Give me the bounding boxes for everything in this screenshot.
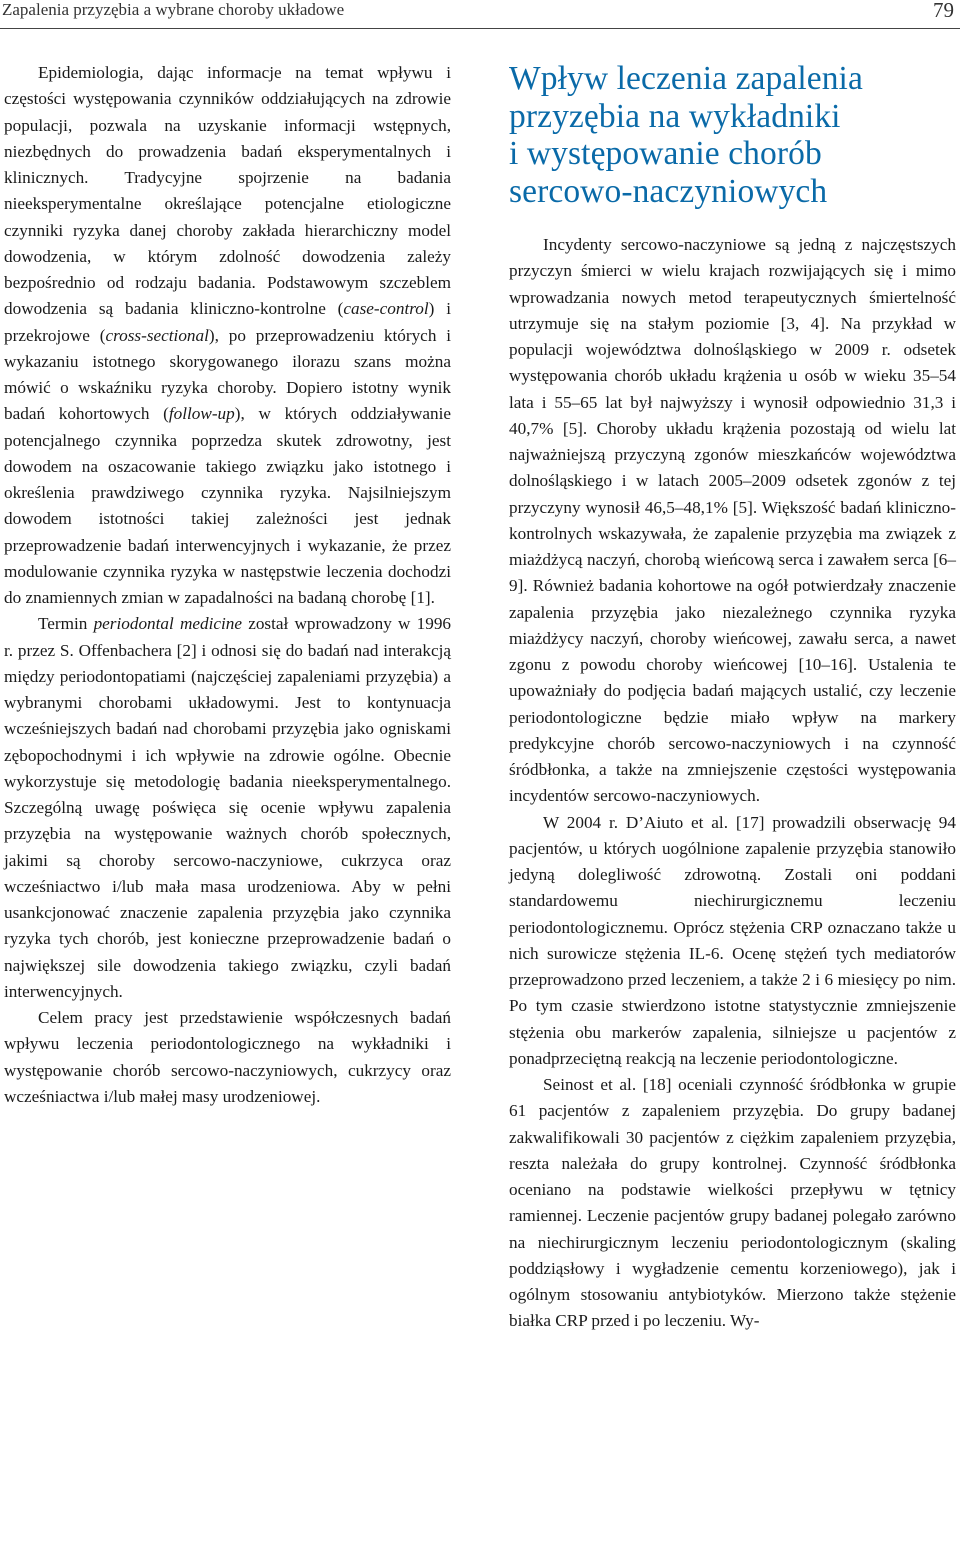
term-case-control: case-control	[343, 299, 429, 319]
right-paragraph-3: Seinost et al. [18] oceniali czynność śródbłonka w grupie 61 pacjentów z zapaleniem przyzębia. Do grupy badanej zakwalifikowali 30 pacjentów z ciężkim zapaleniem przyzębia, reszta należała do grupy kontrolnej. Czynność śródbłonka oceniano na podstawie wielkości przepływu w tętnicy ramiennej. Leczenie pacjentów grupy badanej polegało zarówno na niechirurgicznym leczeniu periodontologicznym (skaling poddziąsłowy i wygładzenie cementu korzeniowego), jak i ogólnym stosowaniu antybiotyków. Mierzono także stężenie białka CRP przed i po leczeniu. Wy-	[509, 1075, 956, 1331]
text-run: ), w których oddziaływanie potencjalnego czynnika poprzedza skutek zdrowotny, jest dowodem na oszacowanie takiego związku jako istotnego i określenia prawdziwego czynnika ryzyka. Najsilniejszym dowodem istotności takiej zależności jest jednak przeprowadzenie badań interwencyjnych i wykazanie, że przez modulowanie czynnika ryzyka w następstwie leczenia dochodzi do znamiennych zmian w zapadalności na badaną chorobę [1].	[4, 404, 451, 607]
section-heading-line-4: sercowo-naczyniowych	[509, 172, 828, 210]
right-paragraph-1: Incydenty sercowo-naczyniowe są jedną z najczęstszych przyczyn śmierci w wielu krajach rozwijających się i mimo wprowadzania nowych metod terapeutycznych śmiertelność utrzymuje się na stałym poziomie [3, 4]. Na przykład w populacji województwa dolnośląskiego w 2009 r. odsetek występowania chorób układu krążenia u osób w wieku 35–54 lata i 55–65 lat był najwyższy i wynosił odpowiednio 31,3 i 40,7% [5]. Choroby układu krążenia pozostają od wielu lat najważniejszą przyczyną zgonów mieszkańców województwa dolnośląskiego i w latach 2005–2009 odsetek zgonów z tej przyczyny wynosił 46,5–48,1% [5]. Większość badań kliniczno-kontrolnych wskazywała, że zapalenie przyzębia ma związek z miażdżycą naczyń, chorobą wieńcową serca i zawałem serca [6–9]. Również badania kohortowe na ogół potwierdzały znaczenie zapalenia przyzębia jako niezależnego czynnika ryzyka miażdżycy naczyń, choroby wieńcowej, zawału serca, a nawet zgonu z powodu choroby wieńcowej [10–16]. Ustalenia te upoważniały do podjęcia badań mających ustalić, czy leczenie periodontologiczne będzie miało wpływ na markery predykcyjne chorób sercowo-naczyniowych i na czynność śródbłonka, a także na zmniejszenie częstości występowania incydentów sercowo-naczyniowych.	[509, 235, 956, 806]
term-follow-up: follow-up	[168, 404, 235, 424]
term-periodontal-medicine: periodontal medicine	[93, 614, 243, 634]
text-run: został wprowadzony w 1996 r. przez S. Offenbachera [2] i odnosi się do badań nad interakcją między periodontopatiami (najczęściej zapaleniami przyzębia) a wybranymi chorobami układowymi. Jest to kontynuacja wcześniejszych badań nad chorobami przyzębia jako ogniskami zębopochodnymi i ich wpływie na zdrowie ogólne. Obecnie wykorzystuje się metodologię badania nieeksperymentalnego. Szczególną uwagę poświęca się ocenie wpływu zapalenia przyzębia na występowanie ważnych chorób społecznych, jakimi są choroby sercowo-naczyniowe, cukrzyca oraz wcześniactwo i/lub mała masa urodzeniowa. Aby w pełni usankcjonować znaczenie zapalenia przyzębia jako czynnika ryzyka tych chorób, jest konieczne przeprowadzenie badań o największej sile dowodzenia takiego związku, czyli badań interwencyjnych.	[4, 614, 452, 1001]
left-paragraph-1	[4, 60, 451, 611]
section-heading-line-2: przyzębia na wykładniki	[509, 97, 841, 135]
term-cross-sectional: cross-sectional	[105, 325, 209, 345]
section-heading-line-3: i występowanie chorób	[509, 135, 822, 172]
right-paragraph-2: W 2004 r. D’Aiuto et al. [17] prowadzili obserwację 94 pacjentów, u których uogólnione zapalenie przyzębia stanowiło jedyną dolegliwość zdrowotną. Zostali oni poddani standardowemu niechirurgicznemu leczeniu periodontologicznemu. Oprócz stężenia CRP oznaczano także u nich surowicze stężenia IL-6. Ocenę stężeń tych mediatorów przeprowadzono przed leczeniem, a także 2 i 6 miesięcy po nim. Po tym czasie stwierdzono istotne statystycznie zmniejszenie stężenia obu markerów zapalenia, silniejsze u pacjentów z ponadprzeciętną reakcją na leczenie periodontologiczne.	[509, 812, 956, 1068]
running-header	[0, 0, 960, 29]
left-paragraph-2	[4, 611, 451, 1005]
text-run: ) i przekrojowe (	[4, 299, 451, 345]
left-paragraph-3: Celem pracy jest przedstawienie współczesnych badań wpływu leczenia periodontologicznego na wykładniki i występowanie chorób sercowo-naczyniowych, cukrzycy oraz wcześniactwa i/lub małej masy urodzeniowej.	[4, 1008, 451, 1106]
right-column	[509, 60, 956, 1335]
left-column	[4, 60, 451, 1110]
text-run: Epidemiologia, dając informacje na temat wpływu i częstości występowania czynników oddziałujących na zdrowie populacji, pozwala na uzyskanie informacji wstępnych, niezbędnych do prowadzenia badań eksperymentalnych i klinicznych. Tradycyjne spojrzenie na badania nieeksperymentalne określające potencjalne etiologiczne czynniki ryzyka danej choroby zakłada hierarchiczny model dowodzenia, w którym zdolność dowodzenia zależy bezpośrednio od rodzaju badania. Podstawowym szczeblem dowodzenia są badania kliniczno-kontrolne (	[4, 63, 451, 319]
text-run: ), po przeprowadzeniu których i wykazaniu istotnego skorygowanego ilorazu szans można mówić o wskaźniku ryzyka choroby. Dopiero istotny wynik badań kohortowych (	[4, 325, 452, 424]
running-title: Zapalenia przyzębia a wybrane choroby układowe	[2, 0, 345, 19]
page-number: 79	[933, 0, 954, 22]
text-run: Termin	[38, 614, 94, 634]
section-heading	[509, 60, 956, 210]
section-heading-line-1: Wpływ leczenia zapalenia	[509, 60, 863, 97]
